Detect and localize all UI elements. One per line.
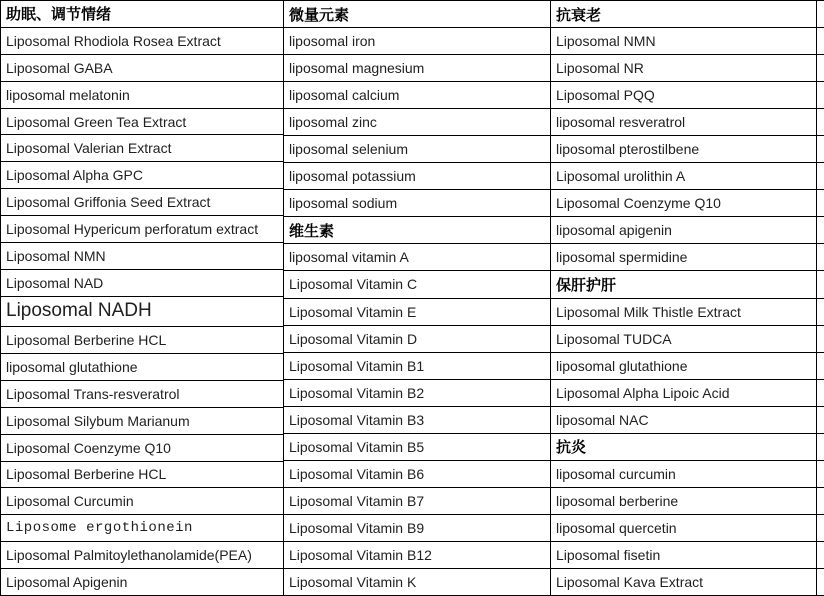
- table-cell[interactable]: Liposomal fisetin: [551, 542, 816, 569]
- table-cell[interactable]: Liposomal Vitamin B1: [284, 353, 550, 380]
- table-cell[interactable]: liposomal calcium: [284, 82, 550, 109]
- section-header-cell[interactable]: 维生素: [284, 217, 550, 244]
- section-header-cell[interactable]: 助眠、调节情绪: [1, 1, 283, 28]
- table-column-sleep-mood: [1, 1, 284, 596]
- table-cell[interactable]: liposomal berberine: [551, 488, 816, 515]
- table-cell[interactable]: Liposomal Apigenin: [1, 569, 283, 596]
- table-cell[interactable]: liposomal magnesium: [284, 55, 550, 82]
- table-cell[interactable]: Liposomal Vitamin B12: [284, 542, 550, 569]
- empty-cell[interactable]: [817, 190, 824, 217]
- table-cell[interactable]: Liposome ergothionein: [1, 515, 283, 542]
- table-cell[interactable]: Liposomal Alpha GPC: [1, 162, 283, 189]
- table-cell[interactable]: Liposomal Green Tea Extract: [1, 109, 283, 136]
- empty-cell[interactable]: [817, 271, 824, 298]
- table-cell[interactable]: liposomal vitamin A: [284, 244, 550, 271]
- table-cell[interactable]: liposomal sodium: [284, 190, 550, 217]
- table-column-trace-elements: [284, 1, 551, 596]
- table-cell[interactable]: Liposomal GABA: [1, 55, 283, 82]
- table-cell[interactable]: Liposomal Kava Extract: [551, 569, 816, 596]
- empty-cell[interactable]: [817, 488, 824, 515]
- table-column-cutoff: [817, 1, 824, 596]
- table-cell[interactable]: Liposomal Vitamin B3: [284, 407, 550, 434]
- empty-cell[interactable]: [817, 244, 824, 271]
- empty-cell[interactable]: [817, 542, 824, 569]
- table-cell[interactable]: Liposomal Berberine HCL: [1, 327, 283, 354]
- table-cell[interactable]: Liposomal Vitamin B7: [284, 488, 550, 515]
- table-cell[interactable]: Liposomal Valerian Extract: [1, 135, 283, 162]
- table-cell[interactable]: Liposomal Hypericum perforatum extract: [1, 216, 283, 243]
- table-cell[interactable]: Liposomal TUDCA: [551, 326, 816, 353]
- section-header-cell[interactable]: 抗衰老: [551, 1, 816, 28]
- table-cell[interactable]: liposomal NAC: [551, 407, 816, 434]
- table-cell[interactable]: Liposomal Vitamin C: [284, 271, 550, 298]
- empty-cell[interactable]: [817, 353, 824, 380]
- table-cell[interactable]: Liposomal Alpha Lipoic Acid: [551, 380, 816, 407]
- empty-cell[interactable]: [817, 136, 824, 163]
- table-cell[interactable]: Liposomal Palmitoylethanolamide(PEA): [1, 542, 283, 569]
- table-cell[interactable]: liposomal selenium: [284, 136, 550, 163]
- section-header-cell[interactable]: 抗炎: [551, 434, 816, 461]
- table-cell[interactable]: Liposomal Vitamin B2: [284, 380, 550, 407]
- table-cell[interactable]: liposomal curcumin: [551, 461, 816, 488]
- table-cell[interactable]: liposomal melatonin: [1, 82, 283, 109]
- empty-cell[interactable]: [817, 569, 824, 596]
- section-header-cell[interactable]: 微量元素: [284, 1, 550, 28]
- empty-cell[interactable]: [817, 515, 824, 542]
- empty-cell[interactable]: [817, 407, 824, 434]
- empty-cell[interactable]: [817, 28, 824, 55]
- table-cell[interactable]: Liposomal Vitamin B9: [284, 515, 550, 542]
- table-cell[interactable]: liposomal resveratrol: [551, 109, 816, 136]
- table-cell[interactable]: Liposomal Vitamin K: [284, 569, 550, 596]
- table-cell[interactable]: Liposomal Coenzyme Q10: [551, 190, 816, 217]
- table-cell[interactable]: Liposomal urolithin A: [551, 163, 816, 190]
- table-cell[interactable]: Liposomal NR: [551, 55, 816, 82]
- table-cell[interactable]: liposomal potassium: [284, 163, 550, 190]
- empty-cell[interactable]: [817, 461, 824, 488]
- table-cell[interactable]: Liposomal Coenzyme Q10: [1, 435, 283, 462]
- table-cell[interactable]: liposomal pterostilbene: [551, 136, 816, 163]
- table-cell[interactable]: liposomal apigenin: [551, 217, 816, 244]
- empty-cell[interactable]: [817, 55, 824, 82]
- empty-cell[interactable]: [817, 163, 824, 190]
- table-cell[interactable]: Liposomal Vitamin D: [284, 326, 550, 353]
- table-cell[interactable]: Liposomal NAD: [1, 270, 283, 297]
- table-cell[interactable]: Liposomal Vitamin E: [284, 299, 550, 326]
- table-cell[interactable]: Liposomal NMN: [1, 243, 283, 270]
- table-cell[interactable]: liposomal quercetin: [551, 515, 816, 542]
- table-cell[interactable]: Liposomal Silybum Marianum: [1, 408, 283, 435]
- table-column-anti-aging: [551, 1, 817, 596]
- empty-cell[interactable]: [817, 217, 824, 244]
- section-header-cell[interactable]: 保肝护肝: [551, 271, 816, 298]
- table-cell[interactable]: Liposomal Vitamin B5: [284, 434, 550, 461]
- table-cell[interactable]: Liposomal NMN: [551, 28, 816, 55]
- empty-cell[interactable]: [817, 1, 824, 28]
- empty-cell[interactable]: [817, 326, 824, 353]
- table-cell[interactable]: Liposomal Milk Thistle Extract: [551, 299, 816, 326]
- table-cell[interactable]: liposomal glutathione: [1, 354, 283, 381]
- table-cell[interactable]: Liposomal Trans-resveratrol: [1, 381, 283, 408]
- table-cell[interactable]: Liposomal PQQ: [551, 82, 816, 109]
- table-cell[interactable]: Liposomal Curcumin: [1, 488, 283, 515]
- table-cell[interactable]: Liposomal Vitamin B6: [284, 461, 550, 488]
- empty-cell[interactable]: [817, 380, 824, 407]
- table-cell[interactable]: liposomal spermidine: [551, 244, 816, 271]
- table-cell[interactable]: liposomal iron: [284, 28, 550, 55]
- table-cell[interactable]: liposomal glutathione: [551, 353, 816, 380]
- table-cell[interactable]: Liposomal Griffonia Seed Extract: [1, 189, 283, 216]
- empty-cell[interactable]: [817, 299, 824, 326]
- table-cell[interactable]: liposomal zinc: [284, 109, 550, 136]
- empty-cell[interactable]: [817, 82, 824, 109]
- table-cell[interactable]: Liposomal NADH: [1, 297, 283, 327]
- empty-cell[interactable]: [817, 434, 824, 461]
- table-cell[interactable]: Liposomal Rhodiola Rosea Extract: [1, 28, 283, 55]
- table-cell[interactable]: Liposomal Berberine HCL: [1, 462, 283, 489]
- empty-cell[interactable]: [817, 109, 824, 136]
